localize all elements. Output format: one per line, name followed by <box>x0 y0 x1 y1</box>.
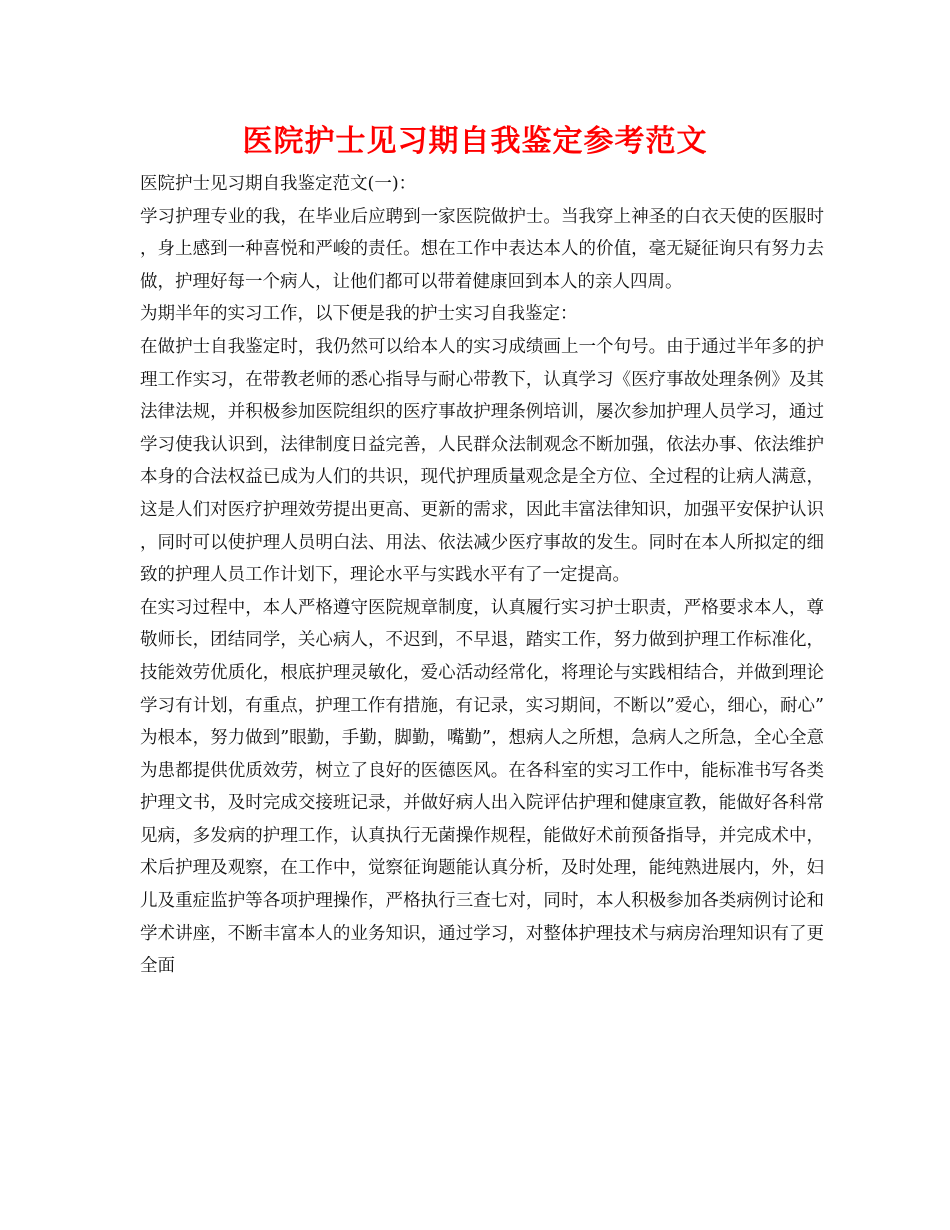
paragraph: 在做护士自我鉴定时，我仍然可以给本人的实习成绩画上一个句号。由于通过半年多的护理工作实习，在带教老师的悉心指导与耐心带教下，认真学习《医疗事故处理条例》及其法律法规，并积极参加医院组织的医疗事故护理条例培训，屡次参加护理人员学习，通过学习使我认识到，法律制度日益完善，人民群众法制观念不断加强，依法办事、依法维护本身的合法权益已成为人们的共识，现代护理质量观念是全方位、全过程的让病人满意，这是人们对医疗护理效劳提出更高、更新的需求，因此丰富法律知识，加强平安保护认识，同时可以使护理人员明白法、用法、依法减少医疗事故的发生。同时在本人所拟定的细致的护理人员工作计划下，理论水平与实践水平有了一定提高。 <box>140 336 824 586</box>
paragraph-heading: 医院护士见习期自我鉴定范文(一)： <box>140 174 417 194</box>
document-body <box>140 168 824 983</box>
paragraph: 为期半年的实习工作，以下便是我的护士实习自我鉴定： <box>140 304 578 325</box>
paragraph: 在实习过程中，本人严格遵守医院规章制度，认真履行实习护士职责，严格要求本人，尊敬师长，团结同学，关心病人，不迟到，不早退，踏实工作，努力做到护理工作标准化，技能效劳优质化，根底护理灵敏化，爱心活动经常化，将理论与实践相结合，并做到理论学习有计划，有重点，护理工作有措施，有记录，实习期间，不断以”爱心，细心，耐心”为根本，努力做到”眼勤，手勤，脚勤，嘴勤”，想病人之所想，急病人之所急，全心全意为患都提供优质效劳，树立了良好的医德医风。在各科室的实习工作中，能标准书写各类护理文书，及时完成交接班记录，并做好病人出入院评估护理和健康宣教，能做好各科常见病，多发病的护理工作，认真执行无菌操作规程，能做好术前预备指导，并完成术中，术后护理及观察，在工作中，觉察征询题能认真分析，及时处理，能纯熟进展内，外，妇儿及重症监护等各项护理操作，严格执行三查七对，同时，本人积极参加各类病例讨论和学术讲座，不断丰富本人的业务知识，通过学习，对整体护理技术与病房治理知识有了更全面 <box>140 597 824 977</box>
paragraph: 学习护理专业的我，在毕业后应聘到一家医院做护士。当我穿上神圣的白衣天使的医服时，身上感到一种喜悦和严峻的责任。想在工作中表达本人的价值，毫无疑征询只有努力去做，护理好每一个病人，让他们都可以带着健康回到本人的亲人四周。 <box>140 206 824 292</box>
document-title: 医院护士见习期自我鉴定参考范文 <box>242 124 708 159</box>
